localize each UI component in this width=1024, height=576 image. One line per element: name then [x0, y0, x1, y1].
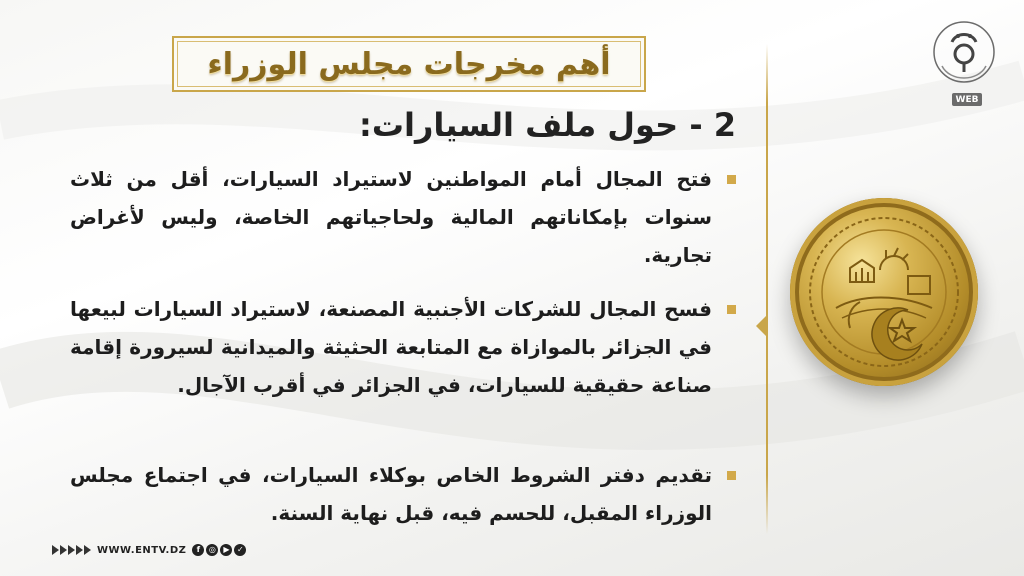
website-link[interactable]: WWW.ENTV.DZ — [97, 544, 187, 556]
gold-coin-emblem — [790, 198, 978, 386]
bullet-text: فسح المجال للشركات الأجنبية المصنعة، لاستيراد السيارات لبيعها في الجزائر بالموازاة مع المتابعة الحثيثة والميدانية لسيرورة إقامة صناعة حقيقية للسيارات، في الجزائر في أقرب الآجال. — [70, 297, 712, 397]
youtube-icon[interactable]: ▶ — [220, 544, 232, 556]
social-icons — [192, 544, 246, 556]
footer-arrows-icon — [52, 545, 91, 555]
divider-arrow-icon — [756, 316, 766, 336]
bullet-square-icon — [727, 175, 736, 184]
vertical-divider — [766, 44, 768, 534]
page-title: أهم مخرجات مجلس الوزراء — [207, 46, 611, 82]
bullet-text: فتح المجال أمام المواطنين لاستيراد السيارات، أقل من ثلاث سنوات بإمكاناتهم المالية ولحاجياتهم الخاصة، وليس لأغراض تجارية. — [70, 167, 712, 267]
title-frame — [172, 36, 646, 92]
bullet-square-icon — [727, 471, 736, 480]
bullet-text: تقديم دفتر الشروط الخاص بوكلاء السيارات، في اجتماع مجلس الوزراء المقبل، للحسم فيه، قبل نهاية السنة. — [70, 463, 712, 525]
section-heading: 2 - حول ملف السيارات: — [359, 106, 736, 144]
list-item — [70, 290, 738, 404]
instagram-icon[interactable]: ◎ — [206, 544, 218, 556]
twitter-icon[interactable]: ✓ — [234, 544, 246, 556]
web-badge: WEB — [952, 93, 982, 106]
footer — [52, 541, 246, 559]
list-item — [70, 456, 738, 532]
facebook-icon[interactable]: f — [192, 544, 204, 556]
bullet-square-icon — [727, 305, 736, 314]
list-item — [70, 160, 738, 274]
